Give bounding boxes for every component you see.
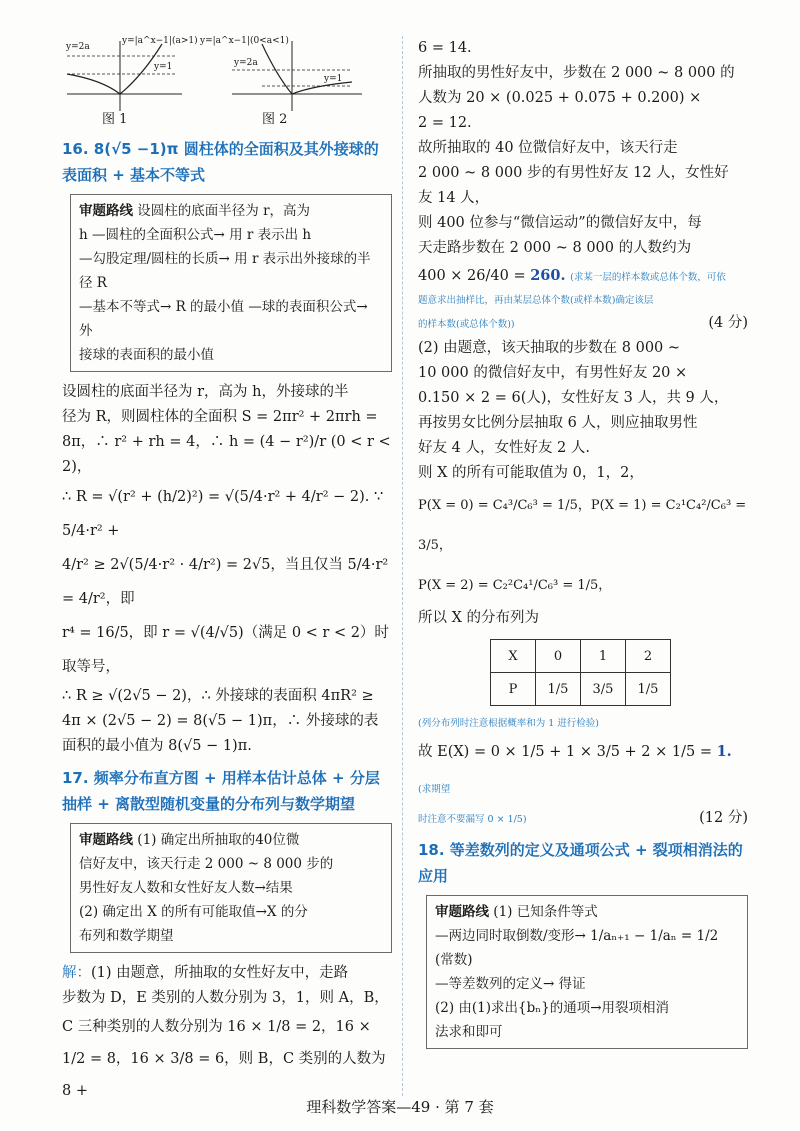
right-column (418, 36, 748, 1057)
fig1-caption: 图 1 (102, 112, 128, 127)
q17-heading: 17. 频率分布直方图 + 用样本估计总体 + 分层抽样 + 离散型随机变量的分布列与数学期望 (62, 769, 380, 813)
q16-line: r⁴ = 16/5，即 r = √(4/√5)（满足 0 < r < 2）时取等号， (62, 625, 389, 675)
table-cell: X (491, 640, 536, 673)
q16-line: 设圆柱的底面半径为 r，高为 h，外接球的半 (62, 384, 349, 400)
q16-route-tag: 审题路线 (79, 203, 133, 219)
q16-line: 8π，∴ r² + rh = 4，∴ h = (4 − r²)/r (0 < r < 2)， (62, 434, 391, 475)
q17-part2-line: 所以 X 的分布列为 (418, 610, 540, 626)
q18-route-line: (2) 由(1)求出{bₙ}的通项→用裂项相消 (435, 1000, 670, 1016)
q16-route-line: h —圆柱的全面积公式→ 用 r 表示出 h (79, 227, 312, 243)
q16-line: 4/r² ≥ 2√(5/4·r² · 4/r²) = 2√5，当且仅当 5/4·r² = 4/r²，即 (62, 557, 389, 607)
q17-line: (1) 由题意，所抽取的女性好友中，走路 (91, 965, 349, 981)
q17-line: 天走路步数在 2 000 ~ 8 000 的人数约为 (418, 240, 692, 256)
q18-route-box (426, 895, 748, 1049)
q17-route-tag: 审题路线 (79, 832, 133, 848)
q17-line: 1/2 = 8，16 × 3/8 = 6，则 B，C 类别的人数为 8 + (62, 1051, 386, 1099)
table-row (491, 640, 671, 673)
q17-line: 所抽取的男性好友中，步数在 2 000 ~ 8 000 的 (418, 65, 735, 81)
q17-part2-line: P(X = 2) = C₂²C₄¹/C₆³ = 1/5， (418, 578, 612, 593)
q17-route-line: 男性好友人数和女性好友人数→结果 (79, 880, 293, 896)
q16-route-line: —基本不等式→ R 的最小值 —球的表面积公式→ 外 (79, 299, 368, 339)
q18-heading: 18. 等差数列的定义及通项公式 + 裂项相消法的应用 (418, 841, 743, 885)
expectation-answer: 1. (716, 743, 732, 760)
q16-line: ∴ R ≥ √(2√5 − 2)，∴ 外接球的表面积 4πR² ≥ (62, 688, 374, 704)
fig1-y2a: y=2a (66, 42, 90, 52)
fig2-y2a: y=2a (234, 58, 258, 68)
left-column (62, 36, 392, 1107)
q16-line: 径为 R，则圆柱体的全面积 S = 2πr² + 2πrh = (62, 409, 378, 425)
q17-line: 则 400 位参与“微信运动”的微信好友中，每 (418, 215, 702, 231)
q16-heading: 16. 8(√5 −1)π 圆柱体的全面积及其外接球的表面积 + 基本不等式 (62, 140, 379, 184)
table-cell: 1/5 (626, 673, 671, 706)
table-note: (列分布列时注意根据概率和为 1 进行检验) (418, 718, 599, 729)
fig2-caption: 图 2 (262, 112, 288, 127)
q17-route-line: (1) 确定出所抽取的40位微 (137, 832, 300, 848)
q17-line: 2 000 ~ 8 000 步的有男性好友 12 人，女性好 (418, 165, 729, 181)
q16-line: 4π × (2√5 − 2) = 8(√5 − 1)π，∴ 外接球的表 (62, 713, 379, 729)
q17-route-line: 信好友中，该天行走 2 000 ~ 8 000 步的 (79, 856, 334, 872)
q17-route-line: (2) 确定出 X 的所有可能取值→X 的分 (79, 904, 308, 920)
q16-route-box (70, 194, 392, 372)
distribution-table (490, 639, 671, 706)
q17-part2-line: P(X = 0) = C₄³/C₆³ = 1/5，P(X = 1) = C₂¹C₄²/C₆³ = 3/5， (418, 498, 747, 553)
page-footer: 理科数学答案—49 · 第 7 套 (306, 1098, 494, 1116)
q16-route-line: 接球的表面积的最小值 (79, 347, 214, 363)
q16-line: 面积的最小值为 8(√5 − 1)π. (62, 738, 252, 754)
q17-line: 人数为 20 × (0.025 + 0.075 + 0.200) × (418, 90, 702, 106)
table-row (491, 673, 671, 706)
q18-route-line: —两边同时取倒数/变形→ 1/aₙ₊₁ − 1/aₙ = 1/2 (常数) (435, 928, 719, 968)
estimate-note-3: 的样本数(或总体个数)) (418, 319, 515, 330)
fig2-y1: y=1 (324, 74, 343, 84)
fig2-equation: y=|a^x−1|(0<a<1) (200, 36, 289, 46)
estimate-answer: 260. (530, 267, 566, 284)
table-cell: 3/5 (581, 673, 626, 706)
estimate-note: (求某一层的样本数或总体个数，可依 (570, 272, 726, 283)
q17-part2-line: 再按男女比例分层抽取 6 人，则应抽取男性 (418, 415, 698, 431)
q17-part2-line: 则 X 的所有可能取值为 0，1，2， (418, 465, 644, 481)
q17-part2-line: 好友 4 人，女性好友 2 人. (418, 440, 590, 456)
q17-line: 步数为 D，E 类别的人数分别为 3，1，则 A，B， (62, 990, 389, 1006)
q17-line: 6 = 14. (418, 40, 472, 56)
expectation-note-2: 时注意不要漏写 0 × 1/5) (418, 814, 527, 825)
q16-route-line: —勾股定理/圆柱的长质→ 用 r 表示出外接球的半径 R (79, 251, 371, 291)
table-cell: 2 (626, 640, 671, 673)
q18-route-line: (1) 已知条件等式 (493, 904, 598, 920)
estimate-note-2: 题意求出抽样比，再由某层总体个数(或样本数)确定该层 (418, 295, 654, 306)
expectation-note: (求期望 (418, 784, 451, 795)
q17-line: C 三种类别的人数分别为 16 × 1/8 = 2，16 × (62, 1019, 371, 1035)
table-cell: 1 (581, 640, 626, 673)
q18-route-line: —等差数列的定义→ 得证 (435, 976, 586, 992)
fig1-equation: y=|a^x−1|(a>1) (122, 36, 198, 46)
q17-line: 故所抽取的 40 位微信好友中，该天行走 (418, 140, 678, 156)
q17-route-line: 布列和数学期望 (79, 928, 174, 944)
function-figures (62, 36, 392, 130)
solution-label: 解： (62, 965, 91, 981)
q18-route-tag: 审题路线 (435, 904, 489, 920)
table-cell: P (491, 673, 536, 706)
q18-route-line: 法求和即可 (435, 1024, 503, 1040)
q17-part2-line: (2) 由题意，该天抽取的步数在 8 000 ~ (418, 340, 681, 356)
score-4: (4 分) (708, 315, 748, 331)
estimate-line: 400 × 26/40 = (418, 268, 531, 284)
fig1-y1: y=1 (154, 62, 173, 72)
q17-part2-line: 0.150 × 2 = 6(人)，女性好友 3 人，共 9 人， (418, 390, 729, 406)
score-12: (12 分) (699, 810, 748, 826)
table-cell: 1/5 (536, 673, 581, 706)
q17-line: 友 14 人， (418, 190, 490, 206)
expectation-line: 故 E(X) = 0 × 1/5 + 1 × 3/5 + 2 × 1/5 = (418, 744, 717, 760)
q17-route-box (70, 823, 392, 953)
q16-route-line: 设圆柱的底面半径为 r，高为 (137, 203, 311, 219)
table-cell: 0 (536, 640, 581, 673)
q17-line: 2 = 12. (418, 115, 472, 131)
q17-part2-line: 10 000 的微信好友中，有男性好友 20 × (418, 365, 688, 381)
q16-line: ∴ R = √(r² + (h/2)²) = √(5/4·r² + 4/r² − 2). ∵ 5/4·r² + (62, 489, 384, 539)
column-divider (402, 36, 403, 1096)
